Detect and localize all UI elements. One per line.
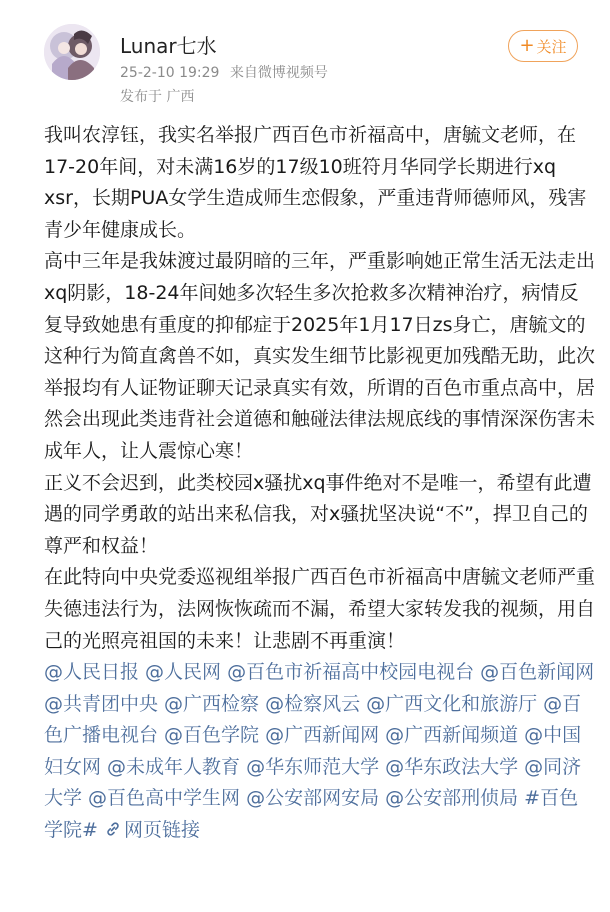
post-mentions[interactable] xyxy=(44,657,596,849)
post-paragraph: 在此特向中央党委巡视组举报广西百色市祈福高中唐毓文老师严重失德违法行为，法网恢恢疏而不漏，希望大家转发我的视频，用自己的光照亮祖国的未来！让悲剧不再重演！ xyxy=(44,566,596,652)
post-body xyxy=(44,120,596,849)
post-paragraph: 正义不会迟到，此类校园x骚扰xq事件绝对不是唯一，希望有此遭遇的同学勇敢的站出来私信我，对x骚扰坚决说“不”，捍卫自己的尊严和权益！ xyxy=(44,471,592,557)
post-paragraph: 高中三年是我妹渡过最阴暗的三年，严重影响她正常生活无法走出xq阴影，18-24年间她多次轻生多次抢救多次精神治疗，病情反复导致她患有重度的抑郁症于2025年1月17日zs身亡，唐毓文的这种行为简直禽兽不如，真实发生细节比影视更加残酷无助，此次举报均有人证物证聊天记录真实有效，所谓的百色市重点高中，居然会出现此类违背社会道德和触碰法律法规底线的事情深深伤害未成年人，让人震惊心寒！ xyxy=(44,250,596,462)
mention-list[interactable]: @人民日报 @人民网 @百色市祈福高中校园电视台 @百色新闻网 @共青团中央 @广西检察 @检察风云 @广西文化和旅游厅 @百色广播电视台 @百色学院 @广西新闻网 @广西新闻频道 @中国妇女网 @未成年人教育 @华东师范大学 @华东政法大学 @同济大学 @百色高中学生网 @公安部网安局 @公安部刑侦局 #百色学院# xyxy=(44,661,595,842)
avatar[interactable] xyxy=(44,24,100,80)
post-paragraph: 我叫农淳钰，我实名举报广西百色市祈福高中，唐毓文老师，在17-20年间，对未满16岁的17级10班符月华同学长期进行xq xsr，长期PUA女学生造成师生恋假象，严重违背师德师风，残害青少年健康成长。 xyxy=(44,124,587,241)
post-meta xyxy=(120,62,334,82)
avatar-illustration-icon xyxy=(44,24,100,80)
plus-icon: + xyxy=(519,35,535,56)
post-source[interactable]: 来自微博视频号 xyxy=(229,65,328,81)
follow-button[interactable] xyxy=(508,30,578,62)
username[interactable]: Lunar七水 xyxy=(120,34,217,58)
web-link[interactable]: 网页链接 xyxy=(123,819,200,842)
post-timestamp: 25-2-10 19:29 xyxy=(120,65,220,81)
post-header xyxy=(0,0,610,115)
follow-button-label: 关注 xyxy=(536,37,567,56)
link-icon xyxy=(104,817,122,849)
post-location: 发布于 广西 xyxy=(120,89,195,105)
